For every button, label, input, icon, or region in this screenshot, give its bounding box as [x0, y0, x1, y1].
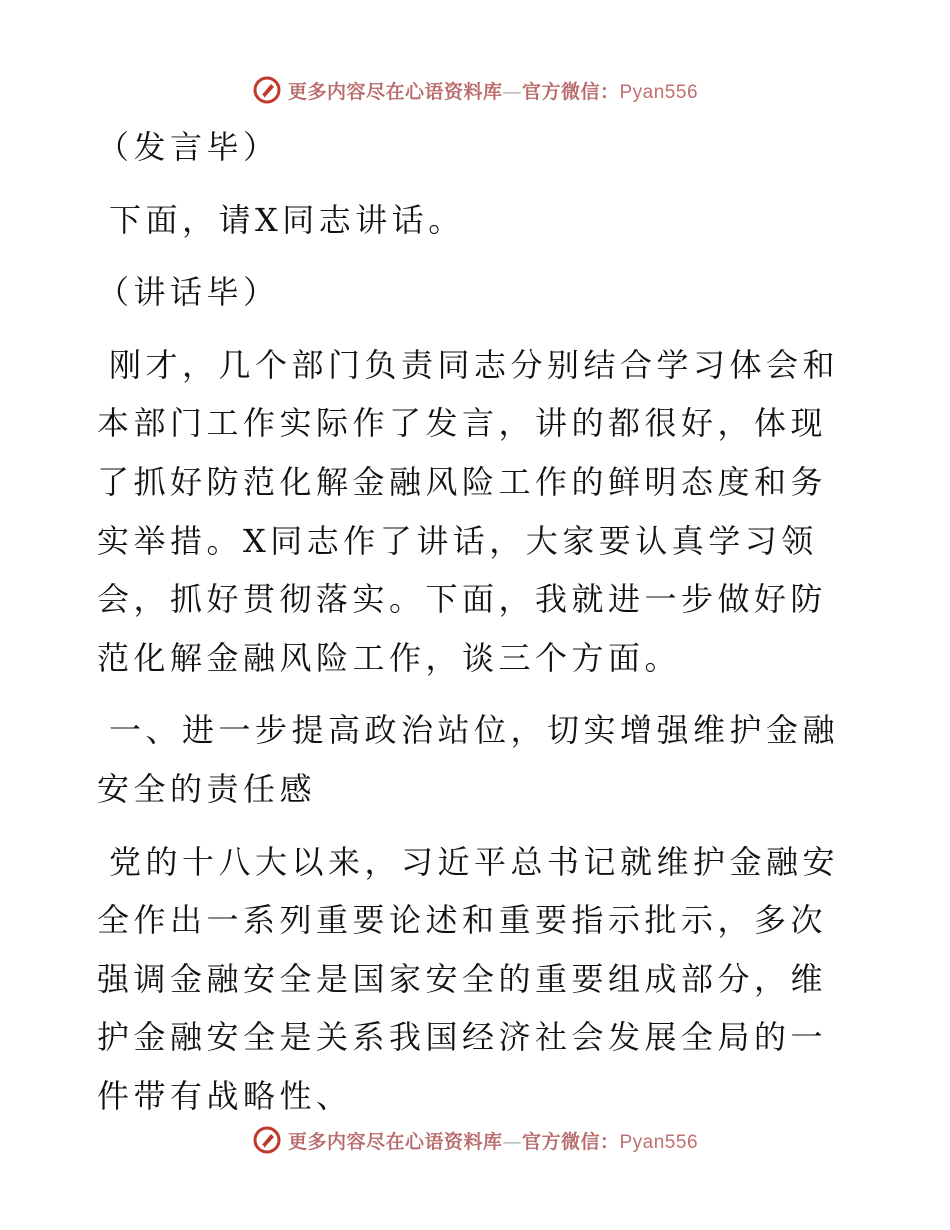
paragraph-invite-speech: 下面，请X同志讲话。 [109, 200, 465, 239]
paragraph-speech-end-2: （讲话毕） [97, 273, 280, 312]
section-heading-1: 一、进一步提高政治站位，切实增强维护金融安全的责任感 [97, 711, 840, 808]
pen-nib-circle-icon [252, 75, 282, 105]
watermark-text: 更多内容尽在心语资料库—官方微信：Pyan556 [287, 1130, 699, 1153]
paragraph-summary: 刚才，几个部门负责同志分别结合学习体会和本部门工作实际作了发言，讲的都很好，体现了抓好防范化解金融风险工作的鲜明态度和务实举措。X同志作了讲话，大家要认真学习领会，抓好贯彻落实。下面，我就进一步做好防范化解金融风险工作，谈三个方面。 [97, 345, 840, 677]
pen-nib-circle-icon [252, 1125, 282, 1155]
document-body [97, 118, 857, 1140]
paragraph-section-1-body: 党的十八大以来，习近平总书记就维护金融安全作出一系列重要论述和重要指示批示，多次强调金融安全是国家安全的重要组成部分，维护金融安全是关系我国经济社会发展全局的一件带有战略性、 [97, 842, 840, 1115]
watermark-text: 更多内容尽在心语资料库—官方微信：Pyan556 [287, 80, 699, 103]
header-watermark [0, 70, 950, 110]
footer-watermark [0, 1120, 950, 1160]
paragraph-speech-end-1: （发言毕） [97, 128, 280, 166]
